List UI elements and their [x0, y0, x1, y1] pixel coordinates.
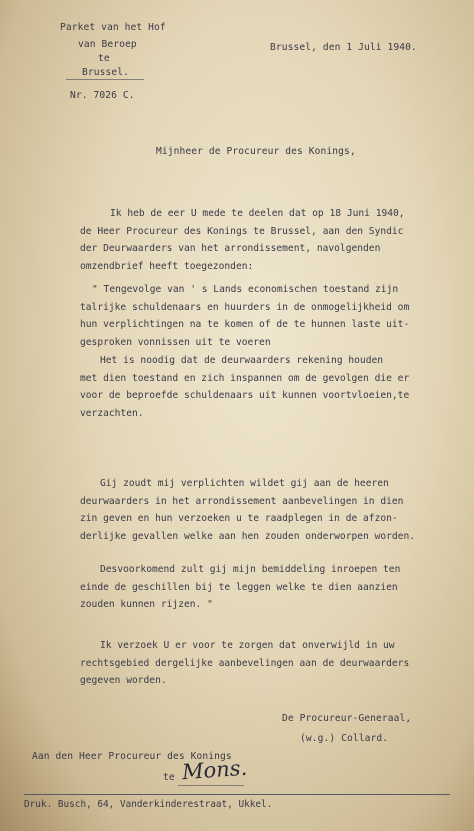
handwritten-place: Mons. [181, 755, 248, 785]
text-line: talrijke schuldenaars en huurders in de onmogelijkheid om [80, 301, 410, 313]
text-line: Gij zoudt mij verplichten wildet gij aan de heeren [100, 478, 389, 489]
quote-paragraph-2 [80, 352, 409, 422]
text-line: Ik verzoek U er voor te zorgen dat onverwijld in uw [100, 640, 395, 651]
text-line: deurwaarders in het arrondissement aanbevelingen in dien [80, 495, 404, 507]
quote-paragraph-4 [80, 561, 400, 614]
text-line: met dien toestand en zich inspannen om de gevolgen die er [80, 372, 410, 384]
quote-paragraph-3 [80, 475, 415, 545]
place-date: Brussel, den 1 Juli 1940. [270, 42, 417, 53]
office-line-2: van Beroep [78, 39, 137, 50]
text-line: Ik heb de eer U mede te deelen dat op 18 Juni 1940, [110, 208, 405, 219]
text-line: derlijke gevallen welke aan hen zouden onderworpen worden. [80, 530, 416, 542]
quote-paragraph-1 [80, 281, 409, 351]
office-line-1: Parket van het Hof [60, 22, 166, 33]
text-line: de Heer Procureur des Konings te Brussel, aan den Syndic [80, 225, 404, 237]
text-line: rechtsgebied dergelijke aanbevelingen aan de deurwaarders [80, 657, 410, 669]
salutation: Mijnheer de Procureur des Konings, [156, 146, 356, 157]
text-line: verzachten. [80, 407, 144, 419]
text-line: gesproken vonnissen uit te voeren [80, 336, 271, 348]
text-line: Het is noodig dat de deurwaarders rekening houden [100, 355, 384, 366]
closing-signed: (w.g.) Collard. [300, 733, 389, 744]
addressee-line: Aan den Heer Procureur des Konings [32, 751, 232, 762]
text-line: Desvoorkomend zult gij mijn bemiddeling inroepen ten [100, 564, 401, 575]
text-line: omzendbrief heeft toegezonden: [80, 260, 254, 272]
text-line: zouden kunnen rijzen. " [80, 599, 213, 610]
closing-title: De Procureur-Generaal, [282, 713, 412, 724]
addressee-te: te [163, 772, 175, 783]
text-line: der Deurwaarders van het arrondissement, navolgenden [80, 243, 381, 254]
text-line: voor de beproefde schuldenaars uit kunnen voortvloeien,te [80, 390, 410, 401]
place-underline [178, 785, 244, 786]
office-underline [66, 79, 144, 80]
office-line-3: te [98, 53, 110, 64]
text-line: einde de geschillen bij te leggen welke te dien aanzien [80, 581, 398, 593]
text-line: " Tengevolge van ' s Lands economischen toestand zijn [92, 284, 399, 295]
text-line: gegeven worden. [80, 675, 167, 686]
reference-number: Nr. 7026 C. [70, 90, 135, 101]
paragraph-request [80, 637, 409, 690]
text-line: hun verplichtingen na te komen of de te hunnen laste uit- [80, 319, 410, 330]
text-line: zin geven en hun verzoeken u te raadplegen in de afzon- [80, 513, 398, 524]
printer-footer: Druk. Busch, 64, Vanderkinderestraat, Ukkel. [24, 794, 450, 810]
office-line-4: Brussel. [82, 67, 130, 78]
paragraph-intro [80, 205, 405, 275]
